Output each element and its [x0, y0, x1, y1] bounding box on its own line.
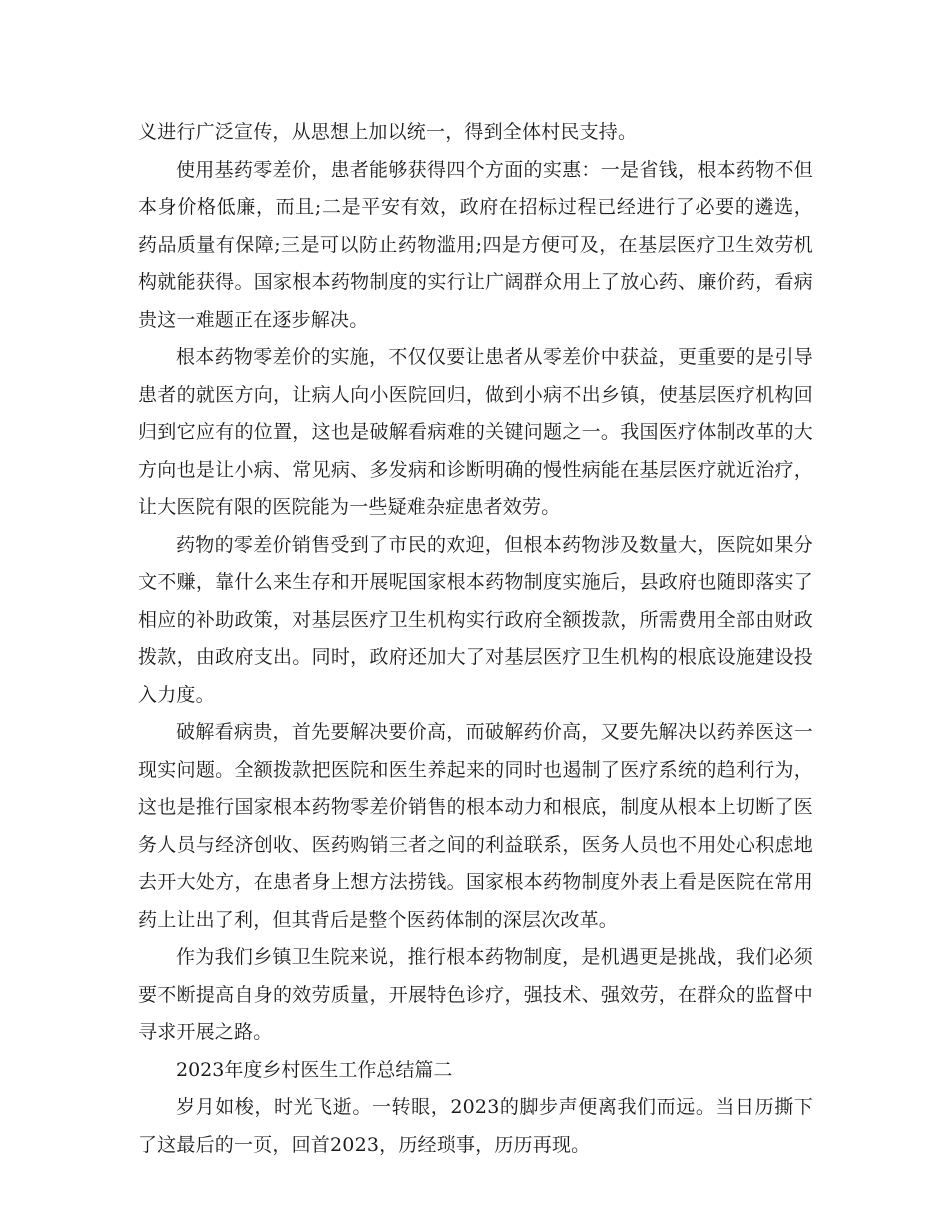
- paragraph-4: 药物的零差价销售受到了市民的欢迎，但根本药物涉及数量大，医院如果分文不赚，靠什么来生存和开展呢国家根本药物制度实施后，县政府也随即落实了相应的补助政策，对基层医疗卫生机构实行政府全额拨款，所需费用全部由财政拨款，由政府支出。同时，政府还加大了对基层医疗卫生机构的根底设施建设投入力度。: [138, 533, 813, 706]
- paragraph-1: 义进行广泛宣传，从思想上加以统一，得到全体村民支持。: [138, 121, 638, 143]
- document-page: [138, 114, 813, 1164]
- paragraph-3: 根本药物零差价的实施，不仅仅要让患者从零差价中获益，更重要的是引导患者的就医方向，让病人向小医院回归，做到小病不出乡镇，使基层医疗机构回归到它应有的位置，这也是破解看病难的关键问题之一。我国医疗体制改革的大方向也是让小病、常见病、多发病和诊断明确的慢性病能在基层医疗就近治疗，让大医院有限的医院能为一些疑难杂症患者效劳。: [138, 346, 813, 518]
- section-heading: 2023年度乡村医生工作总结篇二: [176, 1058, 453, 1081]
- paragraph-5: 破解看病贵，首先要解决要价高，而破解药价高，又要先解决以药养医这一现实问题。全额拨款把医院和医生养起来的同时也遏制了医疗系统的趋利行为，这也是推行国家根本药物零差价销售的根本动力和根底，制度从根本上切断了医务人员与经济创收、医药购销三者之间的利益联系，医务人员也不用处心积虑地去开大处方，在患者身上想方法捞钱。国家根本药物制度外表上看是医院在常用药上让出了利，但其背后是整个医药体制的深层次改革。: [138, 721, 813, 931]
- paragraph-2: 使用基药零差价，患者能够获得四个方面的实惠：一是省钱，根本药物不但本身价格低廉，而且;二是平安有效，政府在招标过程已经进行了必要的遴选，药品质量有保障;三是可以防止药物滥用;四是方便可及，在基层医疗卫生效劳机构就能获得。国家根本药物制度的实行让广阔群众用上了放心药、廉价药，看病贵这一难题正在逐步解决。: [138, 158, 813, 331]
- paragraph-6: 作为我们乡镇卫生院来说，推行根本药物制度，是机遇更是挑战，我们必须要不断提高自身的效劳质量，开展特色诊疗，强技术、强效劳，在群众的监督中寻求开展之路。: [138, 946, 813, 1043]
- closing-paragraph: 岁月如梭，时光飞逝。一转眼，2023的脚步声便离我们而远。当日历撕下了这最后的一页，回首2023，历经琐事，历历再现。: [138, 1096, 813, 1156]
